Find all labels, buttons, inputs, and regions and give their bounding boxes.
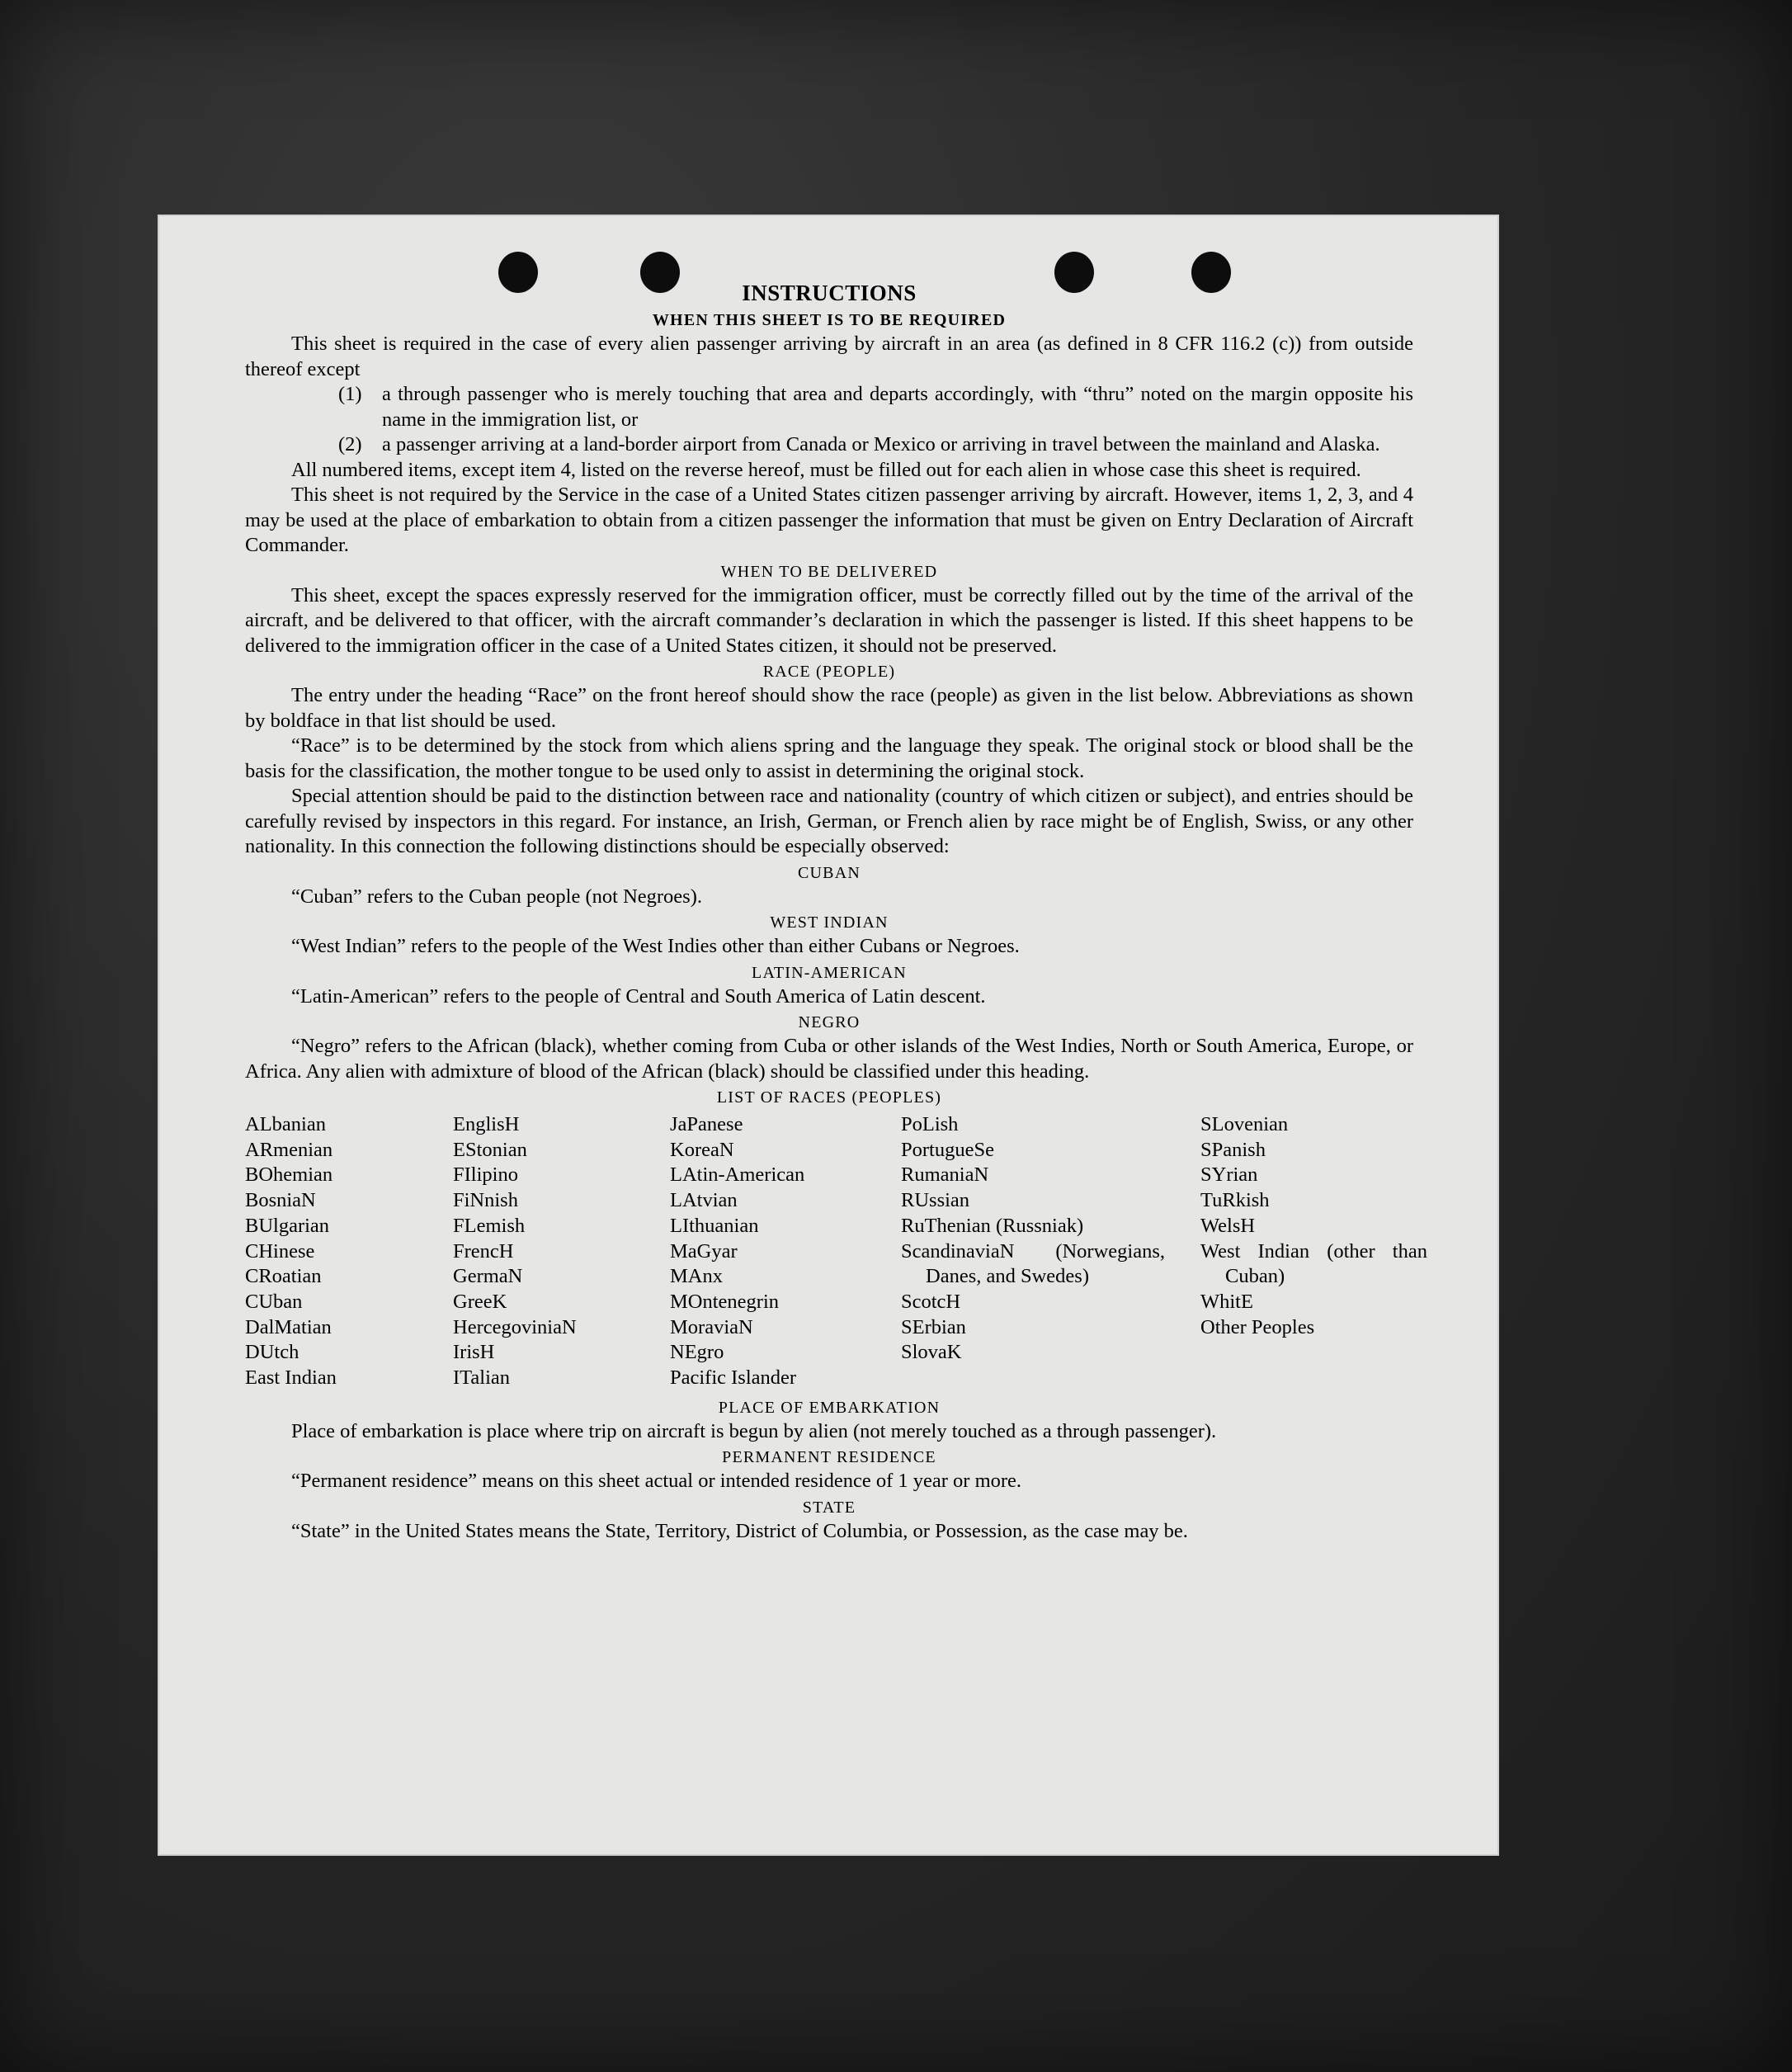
race-item: FiNnish bbox=[453, 1189, 518, 1212]
race-item: FLemish bbox=[453, 1214, 526, 1237]
race-item: FrencH bbox=[453, 1239, 514, 1263]
race-item: BosniaN bbox=[245, 1189, 316, 1212]
document-body bbox=[245, 279, 1427, 1544]
race-item: CHinese bbox=[245, 1239, 315, 1263]
paragraph: Special attention should be paid to the distinction between race and nationality (country of which citizen or subject), and entries should be carefully revised by inspectors in this regard. For instance, an Irish, German, or French alien by race might be of English, Swiss, or any other nationality. In this connection the following distinctions should be especially observed: bbox=[245, 785, 1413, 857]
paragraph: “Permanent residence” means on this sheet actual or intended residence of 1 year or more. bbox=[291, 1470, 1022, 1493]
race-item: PortugueSe bbox=[901, 1138, 994, 1161]
section-heading: NEGRO bbox=[798, 1013, 861, 1031]
document-title: INSTRUCTIONS bbox=[742, 281, 917, 305]
section-heading: WEST INDIAN bbox=[770, 913, 889, 932]
section-heading: RACE (PEOPLE) bbox=[762, 663, 896, 681]
paragraph: “West Indian” refers to the people of the West Indies other than either Cubans or Negroes. bbox=[291, 935, 1020, 957]
paragraph: The entry under the heading “Race” on the front hereof should show the race (people) as given in the list below. Abbreviations as shown by boldface in that list should be used. bbox=[245, 684, 1413, 732]
section-heading: LIST OF RACES (PEOPLES) bbox=[716, 1088, 942, 1107]
section-heading: PERMANENT RESIDENCE bbox=[722, 1448, 936, 1467]
race-item: JaPanese bbox=[670, 1113, 743, 1135]
race-item: ARmenian bbox=[245, 1138, 333, 1161]
race-item: ITalian bbox=[453, 1366, 511, 1390]
race-list bbox=[245, 1112, 1427, 1391]
race-item: Other Peoples bbox=[1200, 1315, 1315, 1338]
race-item: LAtin-American bbox=[670, 1163, 805, 1187]
section-heading: PLACE OF EMBARKATION bbox=[718, 1398, 941, 1417]
race-item: GermaN bbox=[453, 1265, 523, 1288]
race-item: DUtch bbox=[245, 1341, 299, 1364]
race-item: WelsH bbox=[1200, 1214, 1256, 1237]
race-item: SLovenian bbox=[1200, 1113, 1289, 1135]
race-item: CUban bbox=[245, 1290, 303, 1313]
race-item: West Indian (other than Cuban) bbox=[1200, 1239, 1427, 1288]
race-item: EStonian bbox=[453, 1138, 527, 1161]
paragraph: This sheet is required in the case of every alien passenger arriving by aircraft in an area (as defined in 8 CFR 116.2 (c)) from outside thereof except bbox=[245, 333, 1413, 380]
paragraph: All numbered items, except item 4, listed on the reverse hereof, must be filled out for each alien in whose case this sheet is required. bbox=[291, 458, 1361, 481]
race-column bbox=[1200, 1112, 1427, 1391]
race-item: RumaniaN bbox=[901, 1163, 989, 1187]
race-item: GreeK bbox=[453, 1290, 507, 1313]
race-item: FIlipino bbox=[453, 1163, 518, 1187]
item-number: (2) bbox=[338, 433, 362, 455]
race-item: PoLish bbox=[901, 1113, 959, 1135]
paragraph: Place of embarkation is place where trip on aircraft is begun by alien (not merely touched as a through passenger). bbox=[291, 1419, 1217, 1442]
race-item: ScandinaviaN (Norwegians, Danes, and Swedes) bbox=[901, 1239, 1165, 1288]
race-item: MAnx bbox=[670, 1265, 723, 1288]
section-heading: WHEN THIS SHEET IS TO BE REQUIRED bbox=[652, 311, 1007, 329]
race-item: LIthuanian bbox=[670, 1214, 759, 1237]
race-item: SYrian bbox=[1200, 1163, 1258, 1187]
paragraph: “Negro” refers to the African (black), whether coming from Cuba or other islands of the West Indies, North or South America, Europe, or Africa. Any alien with admixture of blood of the African (black) should be classified under this heading. bbox=[245, 1035, 1413, 1083]
paragraph: “State” in the United States means the State, Territory, District of Columbia, or Possession, as the case may be. bbox=[291, 1519, 1188, 1542]
race-item: BOhemian bbox=[245, 1163, 333, 1187]
race-item: SPanish bbox=[1200, 1138, 1266, 1161]
paragraph: This sheet is not required by the Service in the case of a United States citizen passenger arriving by aircraft. However, items 1, 2, 3, and 4 may be used at the place of embarkation to obtain from a citizen passenger the information that must be given on Entry Declaration of Aircraft Commander. bbox=[245, 484, 1413, 556]
race-item: RuThenian (Russniak) bbox=[901, 1214, 1084, 1237]
list-item bbox=[245, 382, 1413, 432]
race-item: MaGyar bbox=[670, 1239, 738, 1263]
race-item: DalMatian bbox=[245, 1315, 332, 1338]
list-item bbox=[245, 432, 1413, 458]
race-item: SlovaK bbox=[901, 1341, 962, 1364]
race-item: HercegoviniaN bbox=[453, 1315, 577, 1338]
paragraph: “Latin-American” refers to the people of Central and South America of Latin descent. bbox=[291, 984, 986, 1008]
section-heading: LATIN-AMERICAN bbox=[752, 963, 907, 982]
race-item: RUssian bbox=[901, 1189, 970, 1212]
race-item: ALbanian bbox=[245, 1113, 326, 1135]
race-item: EnglisH bbox=[453, 1113, 520, 1135]
race-item: IrisH bbox=[453, 1341, 495, 1364]
race-item: KoreaN bbox=[670, 1138, 734, 1161]
section-heading: WHEN TO BE DELIVERED bbox=[720, 562, 938, 581]
race-item: LAtvian bbox=[670, 1189, 738, 1212]
race-item: ScotcH bbox=[901, 1290, 961, 1313]
race-item: NEgro bbox=[670, 1341, 724, 1364]
section-heading: CUBAN bbox=[797, 863, 861, 882]
item-text: a passenger arriving at a land-border airport from Canada or Mexico or arriving in travel between the mainland and Alaska. bbox=[382, 433, 1380, 455]
item-number: (1) bbox=[338, 383, 362, 405]
race-item: CRoatian bbox=[245, 1265, 322, 1288]
paragraph: “Race” is to be determined by the stock from which aliens spring and the language they speak. The original stock or blood shall be the basis for the classification, the mother tongue to be used only to assist in determining the original stock. bbox=[245, 734, 1413, 782]
race-column bbox=[901, 1112, 1200, 1391]
race-item: BUlgarian bbox=[245, 1214, 330, 1237]
paragraph: This sheet, except the spaces expressly reserved for the immigration officer, must be correctly filled out by the time of the arrival of the aircraft, and be delivered to that officer, with the aircraft commander’s declaration in which the passenger is listed. If this sheet happens to be delivered to the immigration officer in the case of a United States citizen, it should not be preserved. bbox=[245, 583, 1413, 657]
race-item: Pacific Islander bbox=[670, 1366, 797, 1390]
race-column bbox=[670, 1112, 901, 1391]
race-item: East Indian bbox=[245, 1366, 337, 1390]
section-heading: STATE bbox=[802, 1498, 856, 1517]
race-item: WhitE bbox=[1200, 1290, 1253, 1313]
race-item: MoraviaN bbox=[670, 1315, 753, 1338]
item-text: a through passenger who is merely touching that area and departs accordingly, with “thru” noted on the margin opposite his name in the immigration list, or bbox=[382, 383, 1413, 431]
race-item: TuRkish bbox=[1200, 1189, 1270, 1212]
race-column bbox=[245, 1112, 453, 1391]
paragraph: “Cuban” refers to the Cuban people (not Negroes). bbox=[291, 885, 702, 908]
race-column bbox=[453, 1112, 670, 1391]
race-item: MOntenegrin bbox=[670, 1290, 779, 1313]
race-item: SErbian bbox=[901, 1315, 966, 1338]
